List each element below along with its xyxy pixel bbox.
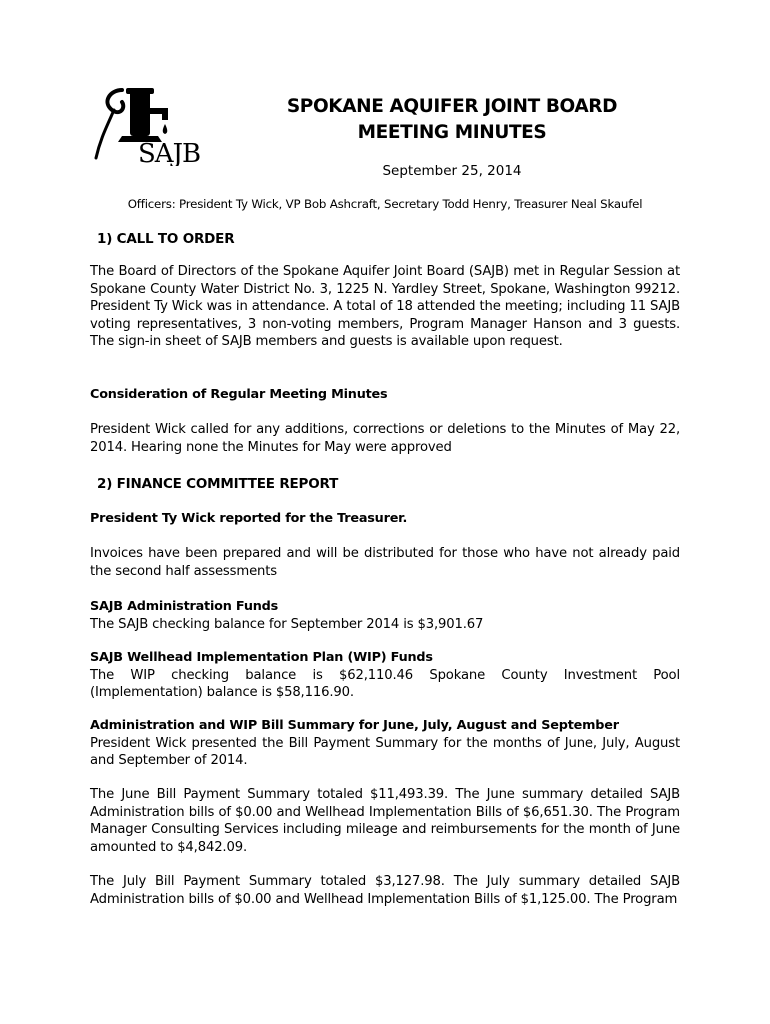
minutes-consideration-heading: Consideration of Regular Meeting Minutes bbox=[90, 387, 388, 402]
sajb-logo bbox=[92, 80, 210, 166]
document-title-line2: MEETING MINUTES bbox=[357, 122, 547, 143]
bill-summary-block bbox=[90, 717, 680, 770]
bill-summary-text: President Wick presented the Bill Payment Summary for the months of June, July, August and September of 2014. bbox=[90, 735, 680, 768]
june-summary-block bbox=[90, 786, 680, 856]
call-to-order-block bbox=[90, 263, 680, 351]
wip-funds-text: The WIP checking balance is $62,110.46 Spokane County Investment Pool (Implementation) balance is $58,116.90. bbox=[90, 667, 680, 700]
wip-funds-block bbox=[90, 649, 680, 702]
invoices-paragraph: Invoices have been prepared and will be distributed for those who have not already paid the second half assessments bbox=[90, 546, 680, 579]
svg-text:SAJB: SAJB bbox=[138, 139, 201, 166]
officers-line: Officers: President Ty Wick, VP Bob Ashcraft, Secretary Todd Henry, Treasurer Neal Skaufel bbox=[127, 197, 643, 211]
wip-funds-heading: SAJB Wellhead Implementation Plan (WIP) Funds bbox=[90, 650, 433, 665]
admin-funds-text: The SAJB checking balance for September 2014 is $3,901.67 bbox=[90, 616, 484, 632]
admin-funds-block bbox=[90, 598, 680, 633]
call-to-order-paragraph: The Board of Directors of the Spokane Aquifer Joint Board (SAJB) met in Regular Session at Spokane County Water District No. 3, 1225 N. Yardley Street, Spokane, Washington 99212. President Ty Wick was in attendance. A total of 18 attended the meeting; including 11 SAJB voting representatives, 3 non-voting members, Program Manager Hanson and 3 guests. The sign-in sheet of SAJB members and guests is available upon request. bbox=[90, 264, 680, 349]
invoices-block bbox=[90, 545, 680, 580]
bill-summary-heading: Administration and WIP Bill Summary for June, July, August and September bbox=[90, 718, 619, 733]
document-title-line1: SPOKANE AQUIFER JOINT BOARD bbox=[286, 96, 618, 117]
section-heading-finance-committee: 2) FINANCE COMMITTEE REPORT bbox=[97, 476, 339, 492]
minutes-approval-block bbox=[90, 421, 680, 456]
section-heading-call-to-order: 1) CALL TO ORDER bbox=[97, 231, 235, 247]
minutes-consideration-block bbox=[90, 386, 680, 404]
meeting-date: September 25, 2014 bbox=[382, 163, 522, 179]
july-summary-paragraph: The July Bill Payment Summary totaled $3,127.98. The July summary detailed SAJB Administration bills of $0.00 and Wellhead Implementation Bills of $1,125.00. The Program bbox=[90, 874, 680, 907]
july-summary-block bbox=[90, 873, 680, 908]
treasurer-report-block bbox=[90, 510, 680, 528]
admin-funds-heading: SAJB Administration Funds bbox=[90, 599, 279, 614]
minutes-approval-paragraph: President Wick called for any additions, corrections or deletions to the Minutes of May 22, 2014. Hearing none the Minutes for May were approved bbox=[90, 422, 680, 455]
june-summary-paragraph: The June Bill Payment Summary totaled $11,493.39. The June summary detailed SAJB Administration bills of $0.00 and Wellhead Implementation Bills of $6,651.30. The Program Manager Consulting Services including mileage and reimbursements for the month of June amounted to $4,842.09. bbox=[90, 787, 680, 855]
treasurer-report-line: President Ty Wick reported for the Treasurer. bbox=[90, 511, 408, 526]
water-pump-logo-icon bbox=[92, 80, 210, 166]
